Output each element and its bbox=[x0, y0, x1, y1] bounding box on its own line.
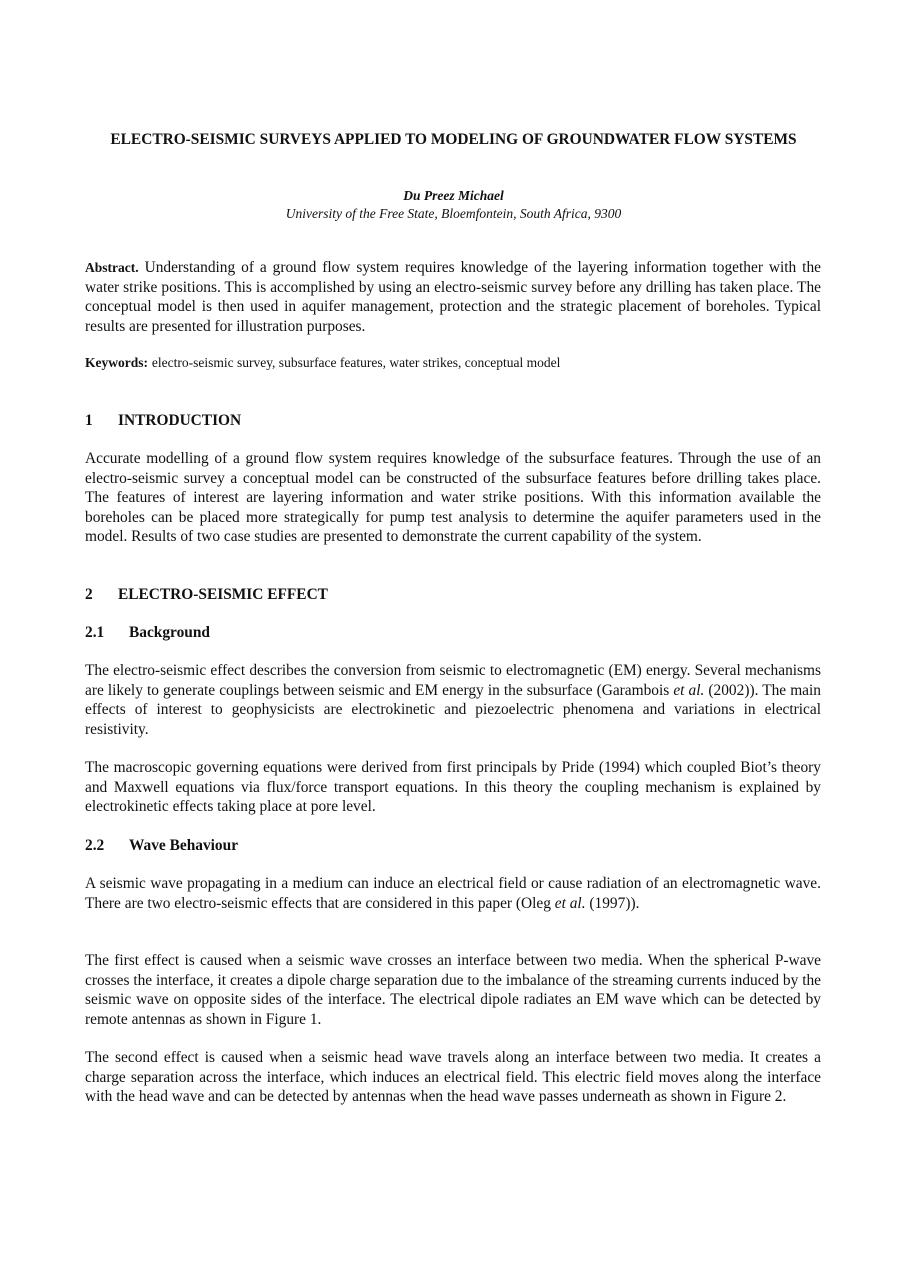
keywords-label: Keywords: bbox=[85, 355, 148, 370]
wave-behaviour-paragraph-1 bbox=[85, 874, 821, 913]
subsection-heading-wave-behaviour bbox=[85, 836, 821, 856]
paper-title: ELECTRO-SEISMIC SURVEYS APPLIED TO MODELING OF GROUNDWATER FLOW SYSTEMS bbox=[110, 131, 797, 148]
italic-text: et al. bbox=[673, 681, 705, 699]
subsection-title: Wave Behaviour bbox=[129, 837, 239, 854]
section-title: INTRODUCTION bbox=[118, 412, 242, 429]
subsection-number: 2.1 bbox=[85, 624, 105, 641]
keywords bbox=[85, 353, 821, 373]
subsection-heading-background bbox=[85, 623, 821, 643]
text-run: A seismic wave propagating in a medium can induce an electrical field or cause radiation of an electromagnetic wave. There are two electro-seismic effects that are considered in this paper (Oleg bbox=[85, 875, 821, 912]
author-affiliation: University of the Free State, Bloemfontein, South Africa, 9300 bbox=[285, 206, 622, 221]
author-name: Du Preez Michael bbox=[403, 188, 504, 203]
abstract bbox=[85, 258, 821, 336]
introduction-paragraph: Accurate modelling of a ground flow system requires knowledge of the subsurface features. Through the use of an electro-seismic survey a conceptual model can be constructed of the subsurface features before drilling takes place. The features of interest are layering information and water strike positions. With this information available the boreholes can be placed more strategically for pump test analysis to determine the aquifer parameters used in the model. Results of two case studies are presented to demonstrate the current capability of the system. bbox=[85, 450, 821, 545]
abstract-label: Abstract. bbox=[85, 260, 139, 275]
italic-text: et al. bbox=[554, 894, 586, 912]
abstract-text: Understanding of a ground flow system requires knowledge of the layering information together with the water strike positions. This is accomplished by using an electro-seismic survey before any drilling has taken place. The conceptual model is then used in aquifer management, protection and the strategic placement of boreholes. Typical results are presented for illustration purposes. bbox=[85, 259, 821, 335]
background-paragraph-1 bbox=[85, 661, 821, 739]
section-number: 1 bbox=[85, 412, 93, 429]
text-run: (1997)). bbox=[585, 894, 640, 912]
wave-behaviour-paragraph-3: The second effect is caused when a seismic head wave travels along an interface between two media. It creates a charge separation across the interface, which induces an electrical field. This electric field moves along the interface with the head wave and can be detected by antennas when the head wave passes underneath as shown in Figure 2. bbox=[85, 1049, 821, 1105]
subsection-title: Background bbox=[129, 624, 210, 641]
section-heading-introduction bbox=[85, 411, 821, 431]
text-run: The electro-seismic effect describes the conversion from seismic to electromagnetic (EM) energy. Several mechanisms are likely to generate couplings between seismic and EM energy in the subsurface (Garambois bbox=[85, 662, 821, 699]
background-paragraph-2: The macroscopic governing equations were derived from first principals by Pride (1994) which coupled Biot’s theory and Maxwell equations via flux/force transport equations. In this theory the coupling mechanism is explained by electrokinetic effects taking place at pore level. bbox=[85, 759, 821, 815]
wave-behaviour-paragraph-2: The first effect is caused when a seismic wave crosses an interface between two media. When the spherical P-wave crosses the interface, it creates a dipole charge separation due to the imbalance of the streaming currents induced by the seismic wave on opposite sides of the interface. The electrical dipole radiates an EM wave which can be detected by remote antennas as shown in Figure 1. bbox=[85, 952, 821, 1028]
text-run: (2002)). The main effects of interest to geophysicists are electrokinetic and piezoelectric phenomena and variations in electrical resistivity. bbox=[85, 681, 821, 738]
section-title: ELECTRO-SEISMIC EFFECT bbox=[118, 586, 328, 603]
section-heading-electro-seismic-effect bbox=[85, 585, 821, 605]
section-number: 2 bbox=[85, 586, 93, 603]
keywords-text: electro-seismic survey, subsurface features, water strikes, conceptual model bbox=[151, 355, 561, 370]
subsection-number: 2.2 bbox=[85, 837, 105, 854]
